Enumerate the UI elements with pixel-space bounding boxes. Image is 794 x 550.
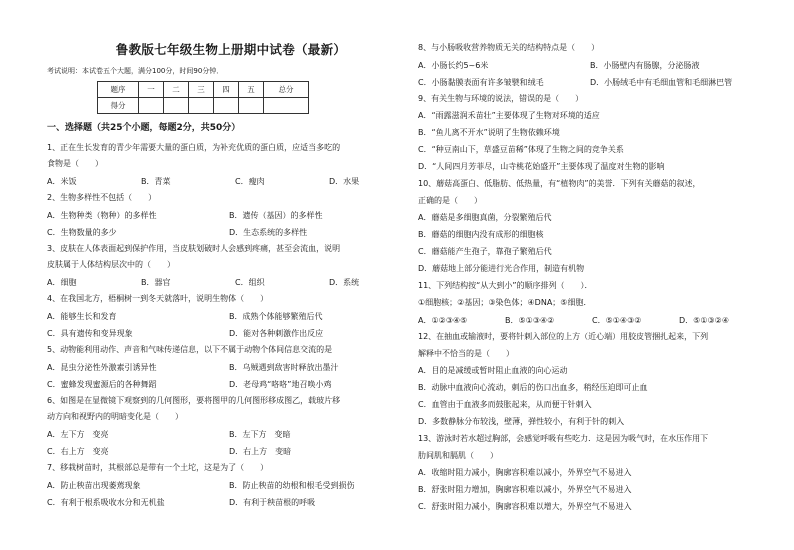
question-stem: 10、蘑菇高蛋白、低脂肪、低热量，有“植物肉”的美誉．下列有关蘑菇的叙述， xyxy=(418,179,701,188)
option: C．“种豆南山下，草盛豆苗稀”体现了生物之间的竞争关系 xyxy=(418,145,624,154)
option: D．小肠绒毛中有毛细血管和毛细淋巴管 xyxy=(590,78,733,87)
option: A．左下方 变亮 xyxy=(47,430,109,439)
option: A．蘑菇是多细胞真菌，分裂繁殖后代 xyxy=(418,213,552,222)
option: B．器官 xyxy=(141,278,171,287)
question-stem: 2、生物多样性不包括（ ） xyxy=(47,193,157,202)
option: D．蘑菇地上部分能进行光合作用，制造有机物 xyxy=(418,264,585,273)
score-header-cell: 三 xyxy=(189,82,214,98)
option: D．“人间四月芳菲尽，山寺桃花始盛开”主要体现了温度对生物的影响 xyxy=(418,162,665,171)
option: C．组织 xyxy=(235,278,265,287)
option: B．左下方 变暗 xyxy=(229,430,291,439)
option: B．青菜 xyxy=(141,177,171,186)
option: A．米饭 xyxy=(47,177,77,186)
option: C．蘑菇能产生孢子，靠孢子繁殖后代 xyxy=(418,247,552,256)
question-stem: 13、游泳时若水超过胸部，会感觉呼吸有些吃力．这是因为吸气时，在水压作用下 xyxy=(418,434,709,443)
option: B．防止秧苗的幼根和根毛受到损伤 xyxy=(229,481,355,490)
page-title: 鲁教版七年级生物上册期中试卷（最新） xyxy=(115,42,347,57)
score-header-cell: 题序 xyxy=(98,82,139,98)
exam-instructions: 考试说明：本试卷五个大题，满分100分，时间90分钟． xyxy=(47,67,224,75)
score-header-cell: 五 xyxy=(239,82,264,98)
option: A．能够生长和发育 xyxy=(47,312,117,321)
option: C．小肠黏膜表面有许多皱襞和绒毛 xyxy=(418,78,544,87)
option: C．⑤①④③② xyxy=(592,316,642,325)
option: B．乌贼遇到敌害时释放出墨汁 xyxy=(229,363,339,372)
option: C．具有遗传和变异现象 xyxy=(47,329,133,338)
option: C．血管由于血液多而鼓胀起来，从而便于针刺入 xyxy=(418,400,592,409)
score-cell xyxy=(264,98,309,114)
option: C．瘦肉 xyxy=(235,177,265,186)
option: B．动脉中血液向心流动，刺后的伤口出血多，稍经压迫即可止血 xyxy=(418,383,648,392)
section-heading: 一、选择题（共25个小题，每题2分，共50分） xyxy=(47,123,241,133)
option: B．蘑菇的细胞内没有成形的细胞核 xyxy=(418,230,544,239)
question-stem: 6、如图是在显微镜下观察到的几何图形，要将图甲的几何图形移成图乙，载玻片移 xyxy=(47,396,341,405)
question-stem: ①细胞核；②基因；③染色体；④DNA；⑤细胞． xyxy=(418,298,592,307)
option: B．成熟个体能够繁殖后代 xyxy=(229,312,323,321)
option: D．水果 xyxy=(329,177,360,186)
option: C．有利于根系吸收水分和无机盐 xyxy=(47,498,165,507)
score-cell xyxy=(214,98,239,114)
question-stem: 11、下列结构按“从大到小”的顺序排列（ ）． xyxy=(418,281,593,290)
question-stem: 9、有关生物与环境的说法，错误的是（ ） xyxy=(418,94,584,103)
score-table-score-row xyxy=(98,98,309,114)
score-cell xyxy=(139,98,164,114)
score-header-cell: 一 xyxy=(139,82,164,98)
option: D．能对各种刺激作出反应 xyxy=(229,329,324,338)
option: A．目的是减缓或暂时阻止血液的向心运动 xyxy=(418,366,568,375)
option: C．舒张时阻力减小，胸廓容积难以增大，外界空气不易进入 xyxy=(418,502,632,511)
question-stem: 正确的是（ ） xyxy=(418,196,482,205)
option: D．系统 xyxy=(329,278,360,287)
option: D．右上方 变暗 xyxy=(229,447,292,456)
option: A．小肠长约5~6米 xyxy=(418,61,489,70)
option: B．⑤①③④② xyxy=(505,316,555,325)
option: D．多数静脉分布较浅，壁薄，弹性较小，有利于针的刺入 xyxy=(418,417,625,426)
option: D．生态系统的多样性 xyxy=(229,228,308,237)
question-stem: 肋间肌和膈肌（ ） xyxy=(418,451,498,460)
question-stem: 12、在抽血或输液时，要将针刺入部位的上方（近心端）用胶皮管捆扎起来，下列 xyxy=(418,332,709,341)
score-table xyxy=(97,81,309,114)
score-table-header-row xyxy=(98,82,309,98)
question-stem: 7、移栽树苗时，其根部总是带有一个土坨，这是为了（ ） xyxy=(47,463,269,472)
option: D．⑤①③②④ xyxy=(679,316,730,325)
option: B．“鱼儿离不开水”说明了生物依赖环境 xyxy=(418,128,560,137)
option: B．舒张时阻力增加，胸廓容积难以减小，外界空气不易进入 xyxy=(418,485,632,494)
score-header-cell: 总分 xyxy=(264,82,309,98)
score-header-cell: 二 xyxy=(164,82,189,98)
option: D．老母鸡“咯咯”地召唤小鸡 xyxy=(229,380,332,389)
question-stem: 1、正在生长发育的青少年需要大量的蛋白质，为补充优质的蛋白质，应适当多吃的 xyxy=(47,143,341,152)
score-cell xyxy=(239,98,264,114)
question-stem: 解释中不恰当的是（ ） xyxy=(418,349,514,358)
option: D．有利于秧苗根的呼吸 xyxy=(229,498,316,507)
option: B．小肠壁内有肠腺，分泌肠液 xyxy=(590,61,700,70)
option: A．收缩时阻力减小，胸廓容积难以减小，外界空气不易进入 xyxy=(418,468,632,477)
question-stem: 动方向和视野内的明暗变化是（ ） xyxy=(47,412,183,421)
score-cell xyxy=(164,98,189,114)
score-cell xyxy=(189,98,214,114)
option: A．细胞 xyxy=(47,278,77,287)
option: A．生物种类（物种）的多样性 xyxy=(47,211,157,220)
score-row-label: 得分 xyxy=(98,98,139,114)
option: A．①②③④⑤ xyxy=(418,316,468,325)
question-stem: 皮肤属于人体结构层次中的（ ） xyxy=(47,260,175,269)
option: B．遗传（基因）的多样性 xyxy=(229,211,323,220)
question-stem: 4、在我国北方，梧桐树一到冬天就落叶，说明生物体（ ） xyxy=(47,294,269,303)
option: A．“雨露滋润禾苗壮”主要体现了生物对环境的适应 xyxy=(418,111,600,120)
question-stem: 5、动物能利用动作、声音和气味传递信息，以下不属于动物个体间信息交流的是 xyxy=(47,345,333,354)
question-stem: 8、与小肠吸收营养物质无关的结构特点是（ ） xyxy=(418,43,600,52)
option: A．昆虫分泌性外激素引诱异性 xyxy=(47,363,157,372)
option: C．蜜蜂发现蜜源后的各种舞蹈 xyxy=(47,380,157,389)
question-stem: 食物是（ ） xyxy=(47,159,103,168)
option: A．防止秧苗出现萎蔫现象 xyxy=(47,481,141,490)
question-stem: 3、皮肤在人体表面起到保护作用，当皮肤划破时人会感到疼痛，甚至会流血，说明 xyxy=(47,244,341,253)
option: C．生物数量的多少 xyxy=(47,228,117,237)
option: C．右上方 变亮 xyxy=(47,447,109,456)
score-header-cell: 四 xyxy=(214,82,239,98)
